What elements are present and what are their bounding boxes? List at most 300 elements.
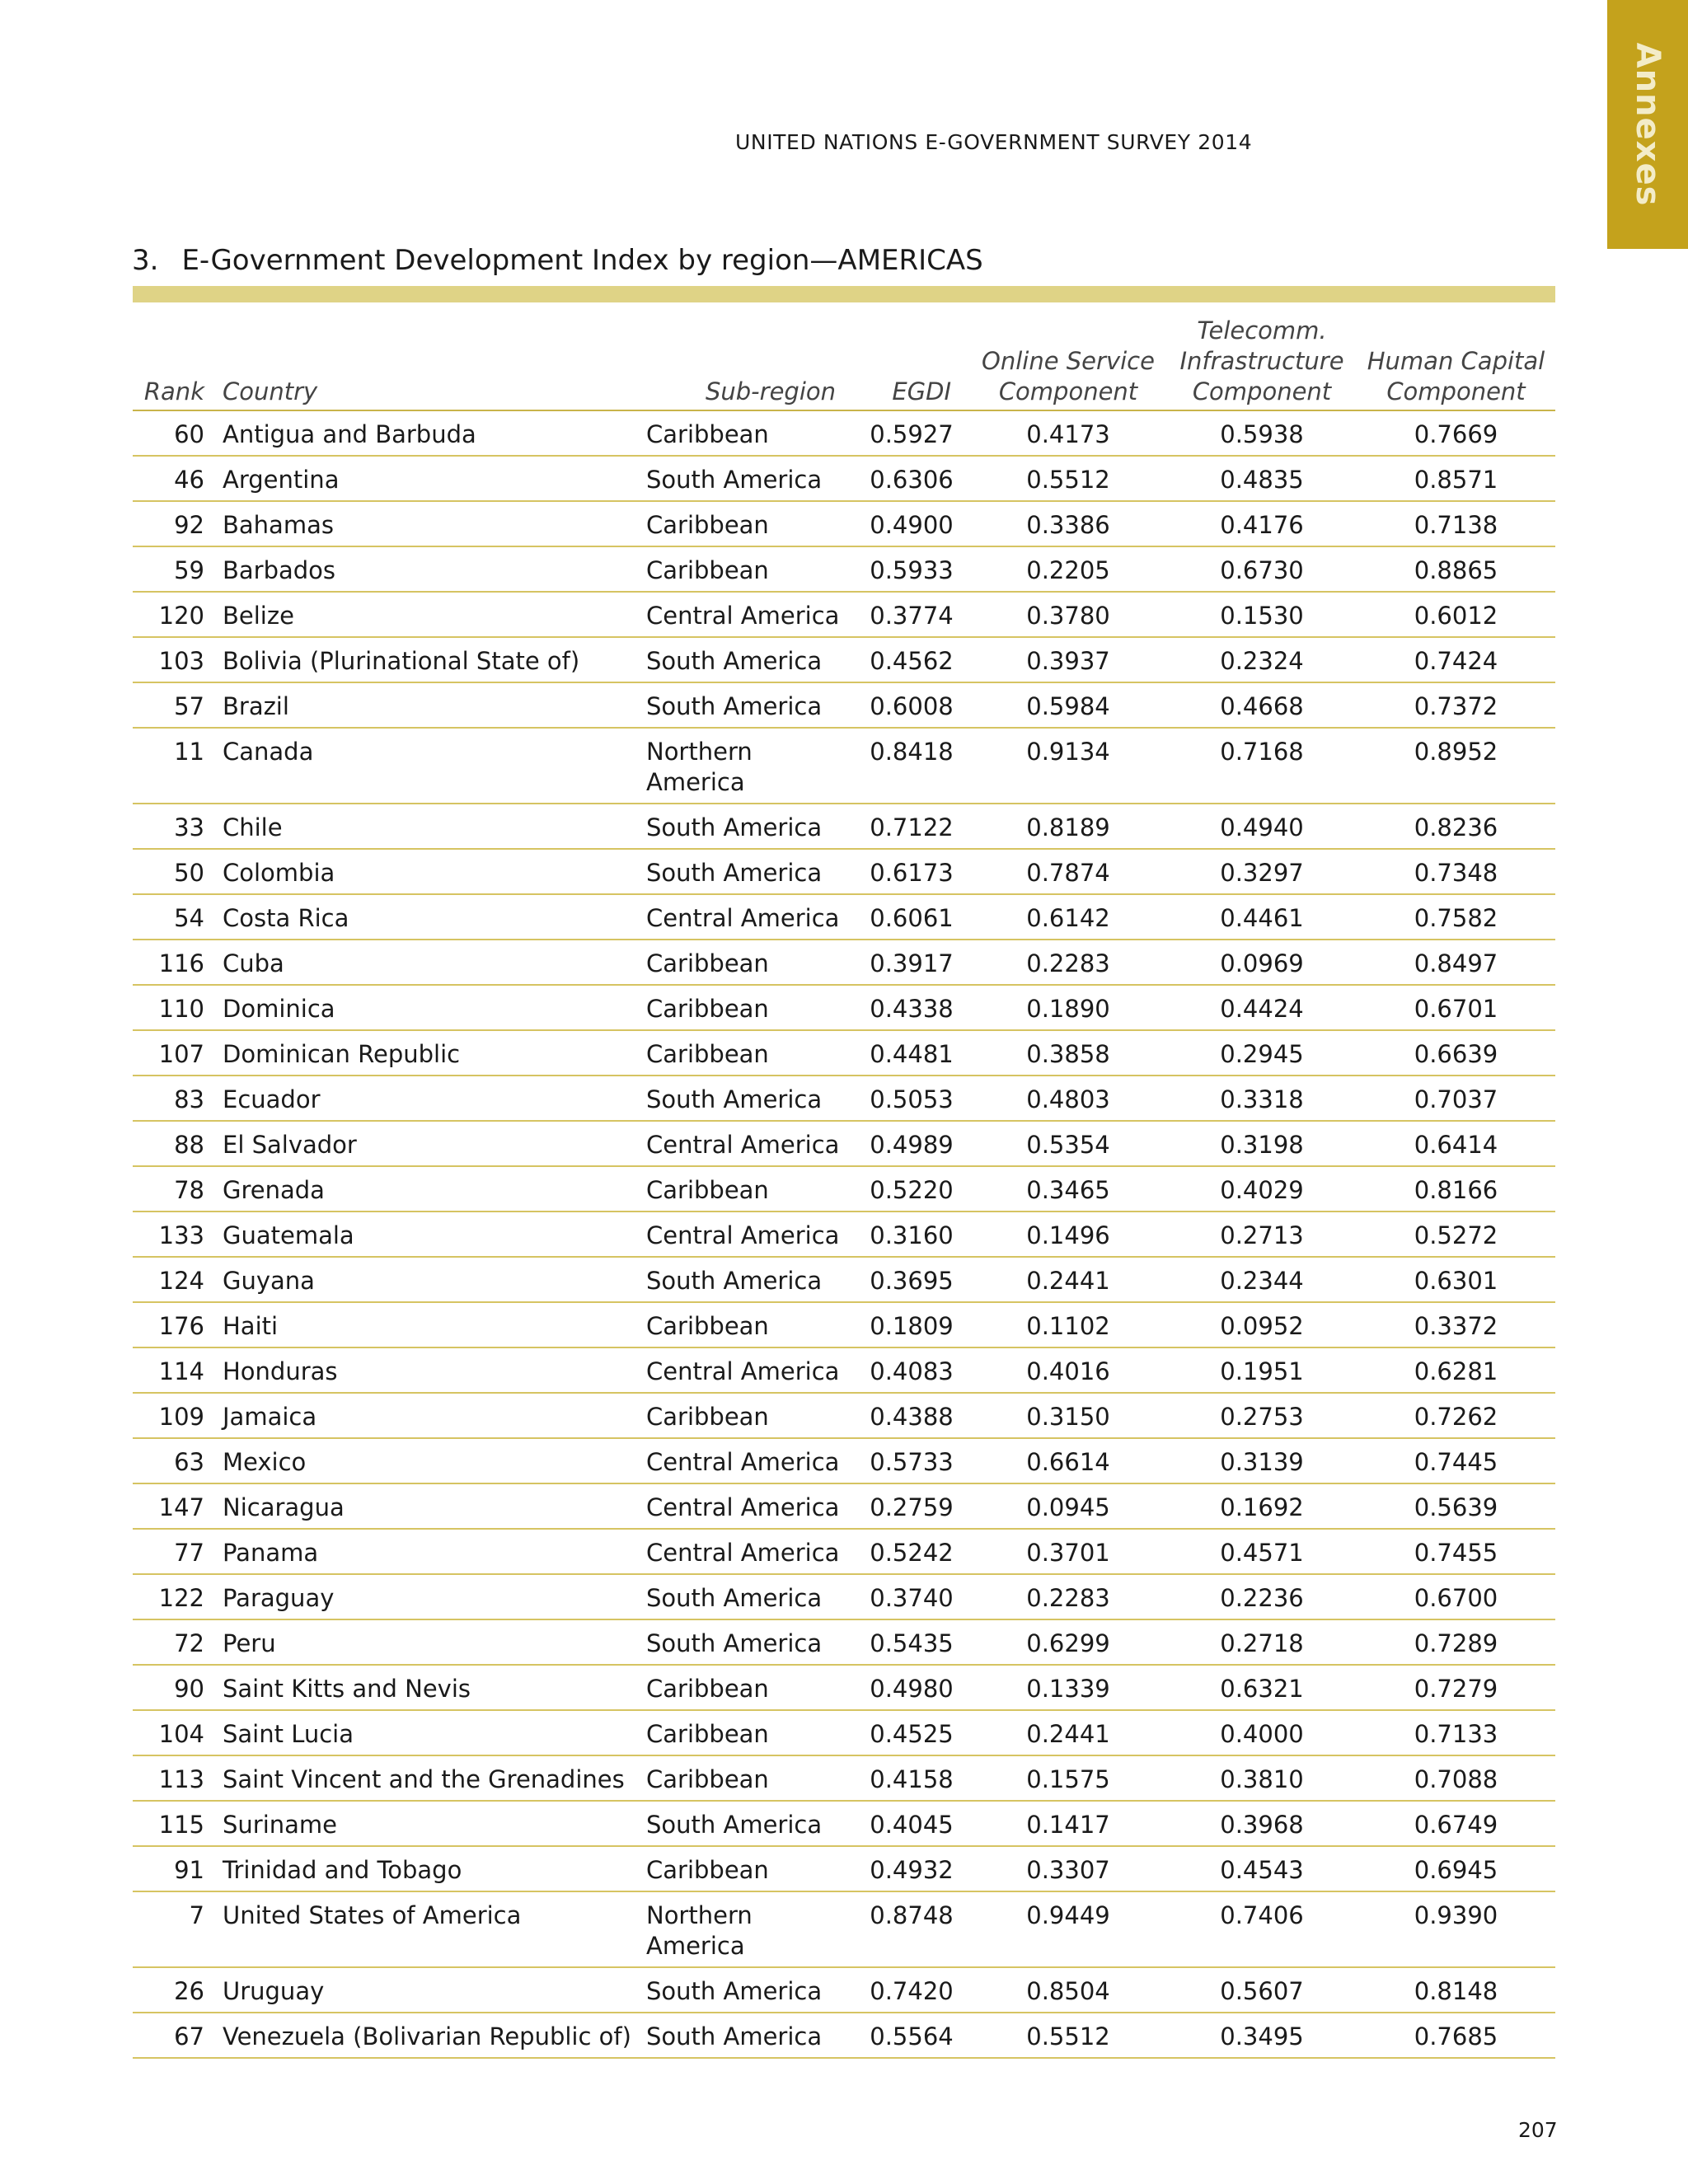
cell-human-capital: 0.7348 xyxy=(1357,849,1555,894)
cell-country: Guatemala xyxy=(211,1212,640,1257)
cell-telecom-infrastructure: 0.4668 xyxy=(1167,682,1357,728)
cell-telecom-infrastructure: 0.3495 xyxy=(1167,2013,1357,2058)
cell-egdi: 0.3695 xyxy=(854,1257,969,1302)
cell-telecom-infrastructure: 0.4176 xyxy=(1167,501,1357,546)
cell-egdi: 0.5242 xyxy=(854,1529,969,1574)
cell-egdi: 0.4388 xyxy=(854,1393,969,1438)
header-online-line2: Component xyxy=(998,377,1138,405)
cell-telecom-infrastructure: 0.3297 xyxy=(1167,849,1357,894)
cell-rank: 67 xyxy=(133,2013,211,2058)
cell-rank: 110 xyxy=(133,985,211,1030)
cell-rank: 103 xyxy=(133,637,211,682)
table-row xyxy=(133,1891,1555,1967)
cell-rank: 59 xyxy=(133,546,211,592)
cell-human-capital: 0.7372 xyxy=(1357,682,1555,728)
cell-subregion: South America xyxy=(640,1619,854,1665)
cell-rank: 63 xyxy=(133,1438,211,1483)
cell-country: Grenada xyxy=(211,1166,640,1212)
cell-human-capital: 0.8236 xyxy=(1357,804,1555,849)
cell-rank: 120 xyxy=(133,592,211,637)
cell-subregion: Caribbean xyxy=(640,546,854,592)
cell-egdi: 0.3774 xyxy=(854,592,969,637)
cell-country: Ecuador xyxy=(211,1076,640,1121)
cell-online-service: 0.4016 xyxy=(969,1347,1167,1393)
header-online-service xyxy=(969,302,1167,410)
cell-telecom-infrastructure: 0.1951 xyxy=(1167,1347,1357,1393)
table-row xyxy=(133,1257,1555,1302)
cell-human-capital: 0.7088 xyxy=(1357,1755,1555,1801)
cell-rank: 54 xyxy=(133,894,211,940)
cell-online-service: 0.9134 xyxy=(969,728,1167,804)
cell-online-service: 0.7874 xyxy=(969,849,1167,894)
table-row xyxy=(133,804,1555,849)
cell-rank: 91 xyxy=(133,1846,211,1891)
cell-online-service: 0.2441 xyxy=(969,1710,1167,1755)
cell-online-service: 0.4173 xyxy=(969,410,1167,456)
cell-telecom-infrastructure: 0.6730 xyxy=(1167,546,1357,592)
cell-human-capital: 0.6701 xyxy=(1357,985,1555,1030)
header-telecom-line2: Infrastructure xyxy=(1179,347,1344,375)
table-row xyxy=(133,1438,1555,1483)
cell-rank: 83 xyxy=(133,1076,211,1121)
cell-rank: 57 xyxy=(133,682,211,728)
cell-country: Brazil xyxy=(211,682,640,728)
cell-country: Suriname xyxy=(211,1801,640,1846)
cell-online-service: 0.2283 xyxy=(969,940,1167,985)
cell-online-service: 0.6299 xyxy=(969,1619,1167,1665)
table-row xyxy=(133,2013,1555,2058)
table-row xyxy=(133,1393,1555,1438)
cell-telecom-infrastructure: 0.4543 xyxy=(1167,1846,1357,1891)
cell-telecom-infrastructure: 0.0952 xyxy=(1167,1302,1357,1347)
header-rank: Rank xyxy=(133,302,211,410)
cell-rank: 72 xyxy=(133,1619,211,1665)
table-row xyxy=(133,849,1555,894)
table-row xyxy=(133,894,1555,940)
cell-human-capital: 0.7133 xyxy=(1357,1710,1555,1755)
cell-rank: 176 xyxy=(133,1302,211,1347)
header-online-line1: Online Service xyxy=(982,347,1155,375)
cell-human-capital: 0.7582 xyxy=(1357,894,1555,940)
cell-rank: 78 xyxy=(133,1166,211,1212)
table-row xyxy=(133,592,1555,637)
cell-subregion: Central America xyxy=(640,894,854,940)
table-row xyxy=(133,1212,1555,1257)
cell-subregion: Caribbean xyxy=(640,1755,854,1801)
cell-country: Costa Rica xyxy=(211,894,640,940)
cell-egdi: 0.5564 xyxy=(854,2013,969,2058)
cell-egdi: 0.5927 xyxy=(854,410,969,456)
cell-human-capital: 0.6945 xyxy=(1357,1846,1555,1891)
cell-subregion: South America xyxy=(640,682,854,728)
cell-egdi: 0.4562 xyxy=(854,637,969,682)
cell-country: Dominica xyxy=(211,985,640,1030)
cell-rank: 11 xyxy=(133,728,211,804)
cell-online-service: 0.1102 xyxy=(969,1302,1167,1347)
cell-country: Jamaica xyxy=(211,1393,640,1438)
cell-online-service: 0.0945 xyxy=(969,1483,1167,1529)
cell-rank: 90 xyxy=(133,1665,211,1710)
cell-egdi: 0.8418 xyxy=(854,728,969,804)
cell-subregion: Central America xyxy=(640,1212,854,1257)
cell-egdi: 0.6306 xyxy=(854,456,969,501)
cell-online-service: 0.2441 xyxy=(969,1257,1167,1302)
cell-human-capital: 0.6012 xyxy=(1357,592,1555,637)
table-row xyxy=(133,1076,1555,1121)
table-row xyxy=(133,985,1555,1030)
cell-egdi: 0.4980 xyxy=(854,1665,969,1710)
cell-subregion: South America xyxy=(640,2013,854,2058)
cell-rank: 147 xyxy=(133,1483,211,1529)
cell-human-capital: 0.7289 xyxy=(1357,1619,1555,1665)
cell-country: Saint Vincent and the Grenadines xyxy=(211,1755,640,1801)
cell-rank: 122 xyxy=(133,1574,211,1619)
cell-subregion: Caribbean xyxy=(640,940,854,985)
cell-online-service: 0.8504 xyxy=(969,1967,1167,2013)
cell-telecom-infrastructure: 0.3810 xyxy=(1167,1755,1357,1801)
cell-egdi: 0.5220 xyxy=(854,1166,969,1212)
cell-country: Dominican Republic xyxy=(211,1030,640,1076)
cell-subregion: South America xyxy=(640,1801,854,1846)
cell-rank: 116 xyxy=(133,940,211,985)
annexes-side-tab xyxy=(1607,0,1688,249)
cell-telecom-infrastructure: 0.0969 xyxy=(1167,940,1357,985)
section-title-text: E-Government Development Index by region—AMERICAS xyxy=(181,244,983,277)
cell-subregion: Caribbean xyxy=(640,1393,854,1438)
cell-telecom-infrastructure: 0.6321 xyxy=(1167,1665,1357,1710)
cell-country: Barbados xyxy=(211,546,640,592)
cell-rank: 77 xyxy=(133,1529,211,1574)
table-row xyxy=(133,1574,1555,1619)
cell-subregion: South America xyxy=(640,1574,854,1619)
cell-telecom-infrastructure: 0.3968 xyxy=(1167,1801,1357,1846)
table-row xyxy=(133,940,1555,985)
cell-online-service: 0.1417 xyxy=(969,1801,1167,1846)
cell-subregion: Caribbean xyxy=(640,1846,854,1891)
cell-human-capital: 0.7445 xyxy=(1357,1438,1555,1483)
table-row xyxy=(133,1121,1555,1166)
cell-online-service: 0.1575 xyxy=(969,1755,1167,1801)
cell-country: Bahamas xyxy=(211,501,640,546)
cell-telecom-infrastructure: 0.1530 xyxy=(1167,592,1357,637)
cell-subregion: Caribbean xyxy=(640,1665,854,1710)
header-telecom-infrastructure xyxy=(1167,302,1357,410)
cell-online-service: 0.6142 xyxy=(969,894,1167,940)
cell-human-capital: 0.6700 xyxy=(1357,1574,1555,1619)
cell-telecom-infrastructure: 0.4835 xyxy=(1167,456,1357,501)
cell-country: Peru xyxy=(211,1619,640,1665)
cell-country: Chile xyxy=(211,804,640,849)
cell-rank: 115 xyxy=(133,1801,211,1846)
cell-online-service: 0.9449 xyxy=(969,1891,1167,1967)
cell-egdi: 0.7122 xyxy=(854,804,969,849)
cell-country: Haiti xyxy=(211,1302,640,1347)
cell-telecom-infrastructure: 0.2236 xyxy=(1167,1574,1357,1619)
cell-country: Guyana xyxy=(211,1257,640,1302)
section-number: 3. xyxy=(132,244,159,277)
cell-subregion: Caribbean xyxy=(640,501,854,546)
cell-rank: 104 xyxy=(133,1710,211,1755)
cell-country: El Salvador xyxy=(211,1121,640,1166)
cell-human-capital: 0.6301 xyxy=(1357,1257,1555,1302)
cell-rank: 50 xyxy=(133,849,211,894)
cell-subregion: Central America xyxy=(640,1483,854,1529)
cell-human-capital: 0.7279 xyxy=(1357,1665,1555,1710)
table-row xyxy=(133,1619,1555,1665)
cell-online-service: 0.5354 xyxy=(969,1121,1167,1166)
cell-egdi: 0.4900 xyxy=(854,501,969,546)
cell-egdi: 0.5053 xyxy=(854,1076,969,1121)
cell-human-capital: 0.7455 xyxy=(1357,1529,1555,1574)
cell-subregion: South America xyxy=(640,1076,854,1121)
cell-rank: 124 xyxy=(133,1257,211,1302)
cell-egdi: 0.4989 xyxy=(854,1121,969,1166)
cell-egdi: 0.1809 xyxy=(854,1302,969,1347)
table-header xyxy=(133,302,1555,410)
page-number: 207 xyxy=(1518,2118,1558,2142)
cell-country: Saint Lucia xyxy=(211,1710,640,1755)
cell-country: Argentina xyxy=(211,456,640,501)
cell-country: Nicaragua xyxy=(211,1483,640,1529)
cell-online-service: 0.3937 xyxy=(969,637,1167,682)
cell-egdi: 0.6008 xyxy=(854,682,969,728)
table-row xyxy=(133,1302,1555,1347)
table-row xyxy=(133,728,1555,804)
cell-rank: 60 xyxy=(133,410,211,456)
cell-human-capital: 0.7138 xyxy=(1357,501,1555,546)
table-row xyxy=(133,637,1555,682)
cell-rank: 92 xyxy=(133,501,211,546)
cell-human-capital: 0.7037 xyxy=(1357,1076,1555,1121)
cell-human-capital: 0.7262 xyxy=(1357,1393,1555,1438)
cell-country: Paraguay xyxy=(211,1574,640,1619)
cell-human-capital: 0.6749 xyxy=(1357,1801,1555,1846)
cell-rank: 114 xyxy=(133,1347,211,1393)
cell-telecom-infrastructure: 0.2718 xyxy=(1167,1619,1357,1665)
cell-human-capital: 0.5639 xyxy=(1357,1483,1555,1529)
cell-telecom-infrastructure: 0.1692 xyxy=(1167,1483,1357,1529)
cell-human-capital: 0.8148 xyxy=(1357,1967,1555,2013)
cell-telecom-infrastructure: 0.4029 xyxy=(1167,1166,1357,1212)
cell-telecom-infrastructure: 0.5938 xyxy=(1167,410,1357,456)
cell-telecom-infrastructure: 0.3198 xyxy=(1167,1121,1357,1166)
table-row xyxy=(133,1967,1555,2013)
table-row xyxy=(133,410,1555,456)
cell-country: Panama xyxy=(211,1529,640,1574)
cell-human-capital: 0.8865 xyxy=(1357,546,1555,592)
cell-telecom-infrastructure: 0.4940 xyxy=(1167,804,1357,849)
cell-online-service: 0.6614 xyxy=(969,1438,1167,1483)
cell-online-service: 0.3858 xyxy=(969,1030,1167,1076)
cell-online-service: 0.4803 xyxy=(969,1076,1167,1121)
cell-online-service: 0.1496 xyxy=(969,1212,1167,1257)
cell-online-service: 0.2205 xyxy=(969,546,1167,592)
cell-egdi: 0.4338 xyxy=(854,985,969,1030)
cell-subregion: South America xyxy=(640,637,854,682)
cell-subregion: Caribbean xyxy=(640,1030,854,1076)
cell-egdi: 0.3160 xyxy=(854,1212,969,1257)
cell-egdi: 0.5933 xyxy=(854,546,969,592)
cell-egdi: 0.6173 xyxy=(854,849,969,894)
table-row xyxy=(133,1846,1555,1891)
title-rule-bar xyxy=(133,286,1555,302)
cell-egdi: 0.4045 xyxy=(854,1801,969,1846)
cell-subregion: Central America xyxy=(640,1529,854,1574)
cell-telecom-infrastructure: 0.2713 xyxy=(1167,1212,1357,1257)
cell-country: Uruguay xyxy=(211,1967,640,2013)
header-row xyxy=(133,302,1555,410)
cell-country: Cuba xyxy=(211,940,640,985)
cell-egdi: 0.4481 xyxy=(854,1030,969,1076)
cell-telecom-infrastructure: 0.7406 xyxy=(1167,1891,1357,1967)
table-row xyxy=(133,1755,1555,1801)
header-subregion: Sub-region xyxy=(640,302,854,410)
cell-subregion: Caribbean xyxy=(640,985,854,1030)
cell-telecom-infrastructure: 0.3318 xyxy=(1167,1076,1357,1121)
cell-human-capital: 0.7685 xyxy=(1357,2013,1555,2058)
cell-online-service: 0.3780 xyxy=(969,592,1167,637)
table-row xyxy=(133,1529,1555,1574)
cell-country: Belize xyxy=(211,592,640,637)
cell-egdi: 0.8748 xyxy=(854,1891,969,1967)
cell-human-capital: 0.6639 xyxy=(1357,1030,1555,1076)
cell-subregion: Northern America xyxy=(640,1891,854,1967)
cell-egdi: 0.7420 xyxy=(854,1967,969,2013)
cell-human-capital: 0.9390 xyxy=(1357,1891,1555,1967)
cell-online-service: 0.1339 xyxy=(969,1665,1167,1710)
table-row xyxy=(133,1166,1555,1212)
cell-online-service: 0.2283 xyxy=(969,1574,1167,1619)
cell-online-service: 0.5512 xyxy=(969,2013,1167,2058)
cell-subregion: South America xyxy=(640,804,854,849)
cell-telecom-infrastructure: 0.2324 xyxy=(1167,637,1357,682)
cell-subregion: Caribbean xyxy=(640,410,854,456)
cell-country: Mexico xyxy=(211,1438,640,1483)
cell-telecom-infrastructure: 0.2344 xyxy=(1167,1257,1357,1302)
table-row xyxy=(133,682,1555,728)
cell-online-service: 0.3150 xyxy=(969,1393,1167,1438)
cell-telecom-infrastructure: 0.2753 xyxy=(1167,1393,1357,1438)
table-row xyxy=(133,1030,1555,1076)
cell-country: Antigua and Barbuda xyxy=(211,410,640,456)
header-telecom-line3: Component xyxy=(1192,377,1332,405)
cell-egdi: 0.4083 xyxy=(854,1347,969,1393)
cell-telecom-infrastructure: 0.5607 xyxy=(1167,1967,1357,2013)
cell-rank: 113 xyxy=(133,1755,211,1801)
header-human-line2: Component xyxy=(1386,377,1526,405)
table-row xyxy=(133,1483,1555,1529)
table-row xyxy=(133,501,1555,546)
cell-telecom-infrastructure: 0.4461 xyxy=(1167,894,1357,940)
cell-human-capital: 0.6414 xyxy=(1357,1121,1555,1166)
cell-egdi: 0.3917 xyxy=(854,940,969,985)
cell-egdi: 0.4158 xyxy=(854,1755,969,1801)
cell-country: Colombia xyxy=(211,849,640,894)
cell-human-capital: 0.8571 xyxy=(1357,456,1555,501)
cell-subregion: Northern America xyxy=(640,728,854,804)
cell-subregion: Caribbean xyxy=(640,1166,854,1212)
cell-egdi: 0.5733 xyxy=(854,1438,969,1483)
cell-subregion: South America xyxy=(640,456,854,501)
cell-country: United States of America xyxy=(211,1891,640,1967)
cell-country: Trinidad and Tobago xyxy=(211,1846,640,1891)
header-human-line1: Human Capital xyxy=(1367,347,1545,375)
table-row xyxy=(133,1347,1555,1393)
cell-egdi: 0.5435 xyxy=(854,1619,969,1665)
cell-egdi: 0.4525 xyxy=(854,1710,969,1755)
cell-egdi: 0.6061 xyxy=(854,894,969,940)
cell-online-service: 0.1890 xyxy=(969,985,1167,1030)
cell-human-capital: 0.3372 xyxy=(1357,1302,1555,1347)
cell-telecom-infrastructure: 0.3139 xyxy=(1167,1438,1357,1483)
cell-telecom-infrastructure: 0.4000 xyxy=(1167,1710,1357,1755)
cell-subregion: Central America xyxy=(640,1121,854,1166)
cell-human-capital: 0.7669 xyxy=(1357,410,1555,456)
cell-rank: 133 xyxy=(133,1212,211,1257)
cell-subregion: Caribbean xyxy=(640,1302,854,1347)
running-head: UNITED NATIONS E-GOVERNMENT SURVEY 2014 xyxy=(735,130,1253,154)
table-row xyxy=(133,1710,1555,1755)
cell-subregion: Caribbean xyxy=(640,1710,854,1755)
table-row xyxy=(133,1801,1555,1846)
cell-online-service: 0.3386 xyxy=(969,501,1167,546)
cell-human-capital: 0.7424 xyxy=(1357,637,1555,682)
cell-subregion: South America xyxy=(640,1967,854,2013)
cell-rank: 109 xyxy=(133,1393,211,1438)
cell-rank: 26 xyxy=(133,1967,211,2013)
cell-country: Canada xyxy=(211,728,640,804)
cell-human-capital: 0.8952 xyxy=(1357,728,1555,804)
cell-human-capital: 0.6281 xyxy=(1357,1347,1555,1393)
cell-rank: 7 xyxy=(133,1891,211,1967)
cell-subregion: Central America xyxy=(640,1438,854,1483)
header-human-capital xyxy=(1357,302,1555,410)
cell-rank: 88 xyxy=(133,1121,211,1166)
cell-subregion: South America xyxy=(640,849,854,894)
header-telecom-line1: Telecomm. xyxy=(1197,316,1327,344)
cell-subregion: South America xyxy=(640,1257,854,1302)
section-title xyxy=(132,244,983,277)
cell-rank: 107 xyxy=(133,1030,211,1076)
cell-human-capital: 0.8497 xyxy=(1357,940,1555,985)
cell-rank: 46 xyxy=(133,456,211,501)
header-egdi: EGDI xyxy=(854,302,969,410)
cell-telecom-infrastructure: 0.7168 xyxy=(1167,728,1357,804)
cell-online-service: 0.3307 xyxy=(969,1846,1167,1891)
cell-egdi: 0.4932 xyxy=(854,1846,969,1891)
table-row xyxy=(133,456,1555,501)
table-body xyxy=(133,410,1555,2058)
cell-online-service: 0.5512 xyxy=(969,456,1167,501)
annexes-tab-label: Annexes xyxy=(1629,42,1667,207)
cell-subregion: Central America xyxy=(640,592,854,637)
cell-egdi: 0.3740 xyxy=(854,1574,969,1619)
table-row xyxy=(133,546,1555,592)
cell-country: Honduras xyxy=(211,1347,640,1393)
cell-human-capital: 0.8166 xyxy=(1357,1166,1555,1212)
cell-telecom-infrastructure: 0.2945 xyxy=(1167,1030,1357,1076)
cell-country: Saint Kitts and Nevis xyxy=(211,1665,640,1710)
header-country: Country xyxy=(211,302,640,410)
cell-country: Venezuela (Bolivarian Republic of) xyxy=(211,2013,640,2058)
cell-online-service: 0.3701 xyxy=(969,1529,1167,1574)
cell-country: Bolivia (Plurinational State of) xyxy=(211,637,640,682)
cell-telecom-infrastructure: 0.4424 xyxy=(1167,985,1357,1030)
table-row xyxy=(133,1665,1555,1710)
cell-egdi: 0.2759 xyxy=(854,1483,969,1529)
cell-human-capital: 0.5272 xyxy=(1357,1212,1555,1257)
cell-online-service: 0.8189 xyxy=(969,804,1167,849)
